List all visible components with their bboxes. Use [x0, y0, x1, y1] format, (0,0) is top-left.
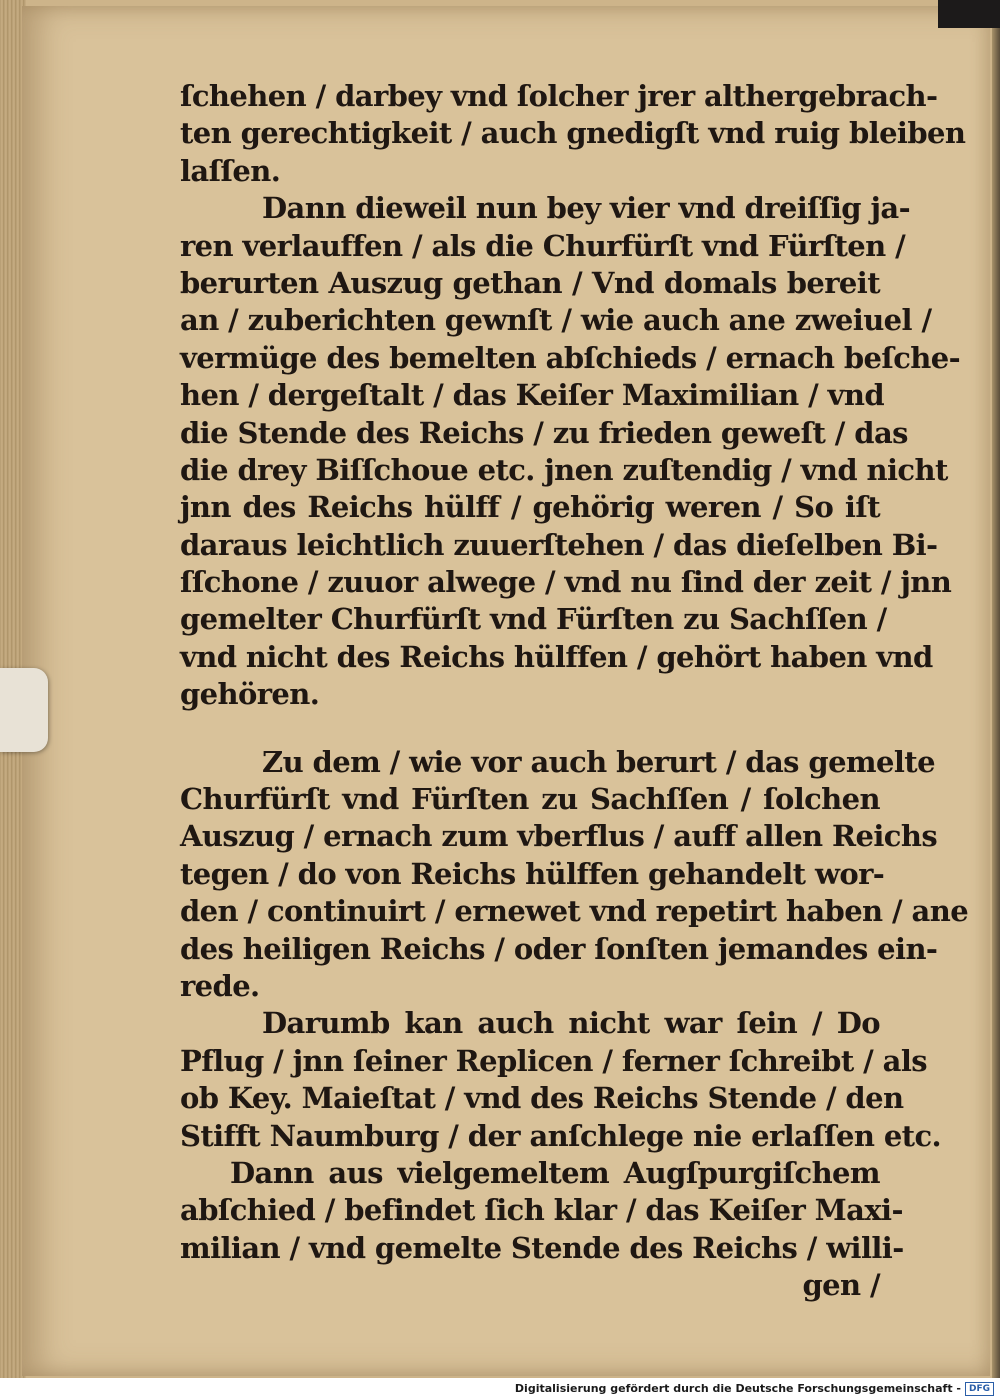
binding-shadow — [992, 0, 1000, 1378]
text-line: rede. — [180, 968, 260, 1003]
text-line: Pflug / jnn ſeiner Replicen / ferner ſchreibt / als — [180, 1043, 927, 1078]
text-line: ſchehen / darbey vnd ſolcher jrer althergebrach- — [180, 79, 938, 113]
text-line: ſſchone / zuuor alwege / vnd nu ſind der zeit / jnn — [180, 565, 952, 600]
text-line: tegen / do von Reichs hülffen gehandelt wor- — [180, 856, 885, 891]
text-line: den / continuirt / ernewet vnd repetirt haben / ane — [180, 894, 969, 929]
text-line: gehören. — [180, 677, 320, 712]
funding-credit: Digitalisierung gefördert durch die Deutsche Forschungsgemeinschaft - — [514, 1382, 961, 1395]
background-corner — [938, 0, 1000, 28]
text-line: ob Key. Maieſtat / vnd des Reichs Stende / den — [180, 1081, 904, 1116]
text-line: vnd nicht des Reichs hülffen / gehört haben vnd — [180, 639, 933, 674]
text-line: berurten Auszug gethan / Vnd domals bereit — [180, 265, 880, 300]
text-line: die Stende des Reichs / zu frieden geweſt / das — [180, 415, 908, 450]
page-tab-marker — [0, 668, 48, 752]
text-line: Auszug / ernach zum vberflus / auff allen Reichs — [180, 819, 938, 854]
text-line: Darumb kan auch nicht war ſein / Do — [262, 1006, 880, 1041]
paragraph-gap — [180, 714, 880, 744]
page-text — [180, 78, 969, 1305]
text-line: Stifft Naumburg / der anſchlege nie erlaſſen etc. — [180, 1118, 942, 1153]
text-line: an / zuberichten gewnſt / wie auch ane zweiuel / — [180, 303, 932, 338]
text-line: abſchied / befindet ſich klar / das Keiſer Maxi- — [180, 1193, 903, 1228]
text-line: Dann aus vielgemeltem Augſpurgiſchem — [230, 1155, 880, 1190]
text-line: Dann dieweil nun bey vier vnd dreiſſig ja- — [262, 191, 911, 226]
text-line: ten gerechtigkeit / auch gnedigſt vnd ruig bleiben — [180, 116, 966, 151]
text-line: gemelter Churfürſt vnd Fürſten zu Sachſſen / — [180, 602, 887, 637]
text-line: des heiligen Reichs / oder ſonſten jemandes ein- — [180, 931, 938, 966]
text-line: Zu dem / wie vor auch berurt / das gemelte — [262, 744, 935, 779]
text-line: vermüge des bemelten abſchieds / ernach beſche- — [180, 340, 961, 375]
digitization-footer — [0, 1378, 1000, 1399]
dfg-logo: DFG — [965, 1382, 994, 1396]
text-line: Churfürſt vnd Fürſten zu Sachſſen / ſolchen — [180, 782, 880, 817]
text-line: milian / vnd gemelte Stende des Reichs / willi- — [180, 1230, 904, 1265]
text-line: ren verlauffen / als die Churfürſt vnd Fürſten / — [180, 228, 906, 263]
text-line: die drey Biſſchoue etc. jnen zuſtendig / vnd nicht — [180, 452, 948, 487]
text-line: jnn des Reichs hülff / gehörig weren / So iſt — [180, 490, 880, 525]
text-line: hen / dergeſtalt / das Keiſer Maximilian / vnd — [180, 378, 885, 413]
text-line: laſſen. — [180, 153, 281, 188]
text-line: daraus leichtlich zuuerſtehen / das dieſelben Bi- — [180, 527, 938, 562]
catchword: gen / — [802, 1268, 880, 1303]
